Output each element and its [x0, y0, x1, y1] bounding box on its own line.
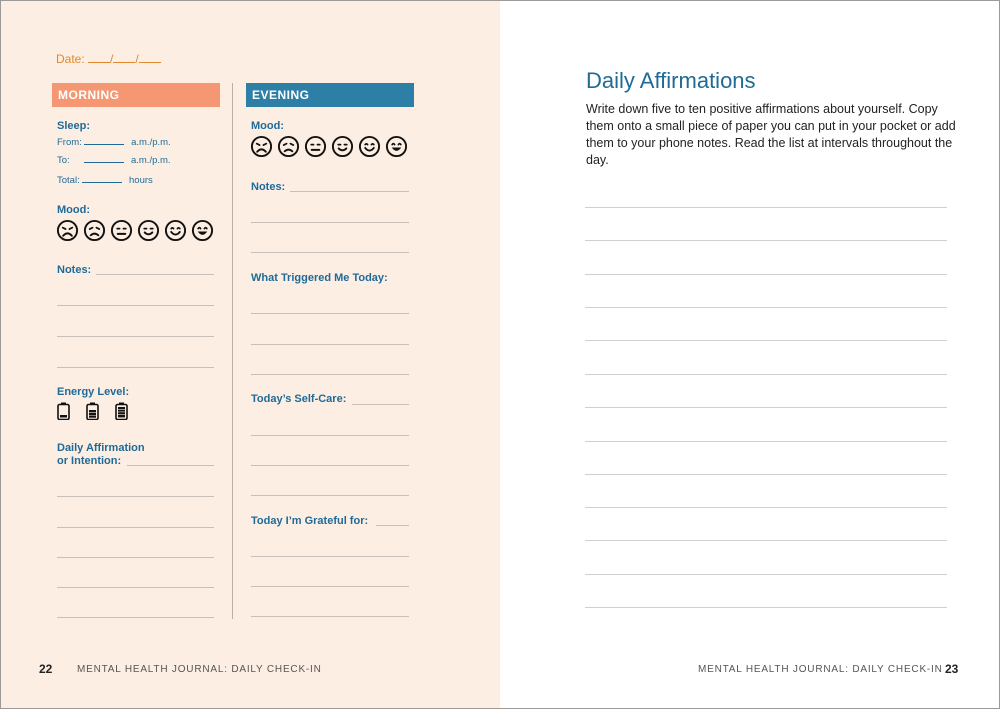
- right-page-number: 23: [945, 662, 959, 676]
- morning-notes-line[interactable]: [57, 336, 214, 337]
- daily-affirmations-instructions: Write down five to ten positive affirmations about yourself. Copy them onto a small piece of paper you can put in your pocket or add them to your phone notes. Read the list at intervals throughout the day.: [586, 102, 956, 167]
- left-running-footer: MENTAL HEALTH JOURNAL: DAILY CHECK-IN: [77, 664, 322, 675]
- sleep-to-row: [57, 154, 171, 166]
- triggered-line[interactable]: [251, 374, 409, 375]
- content-face-icon[interactable]: [331, 135, 354, 158]
- happy-face-icon[interactable]: [358, 135, 381, 158]
- evening-notes-line[interactable]: [251, 252, 409, 253]
- evening-mood-label: Mood:: [251, 120, 284, 132]
- self-care-label: Today’s Self-Care:: [251, 393, 347, 405]
- morning-mood-label: Mood:: [57, 204, 90, 216]
- self-care-line[interactable]: [251, 435, 409, 436]
- sleep-from-field[interactable]: [84, 136, 124, 145]
- evening-header: EVENING: [246, 83, 414, 107]
- affirmation-writing-line[interactable]: [585, 540, 947, 541]
- sleep-label: Sleep:: [57, 120, 91, 132]
- grateful-line[interactable]: [251, 616, 409, 617]
- self-care-line[interactable]: [251, 465, 409, 466]
- sleep-to-label: To:: [57, 155, 70, 166]
- affirmation-writing-line[interactable]: [585, 240, 947, 241]
- affirmation-writing-line[interactable]: [585, 207, 947, 208]
- affirmation-writing-line[interactable]: [585, 340, 947, 341]
- triggered-label: What Triggered Me Today:: [251, 272, 388, 284]
- energy-level-label: Energy Level:: [57, 386, 130, 398]
- self-care-line[interactable]: [251, 495, 409, 496]
- evening-notes-line[interactable]: [251, 222, 409, 223]
- affirmation-writing-line[interactable]: [585, 441, 947, 442]
- morning-notes-label: Notes:: [57, 264, 92, 276]
- affirmation-line[interactable]: [57, 587, 214, 588]
- happy-face-icon[interactable]: [164, 219, 187, 242]
- sleep-from-row: [57, 136, 171, 148]
- affirmation-writing-line[interactable]: [585, 507, 947, 508]
- sad-face-icon[interactable]: [83, 219, 106, 242]
- date-field[interactable]: [56, 52, 161, 66]
- grateful-line[interactable]: [376, 525, 409, 526]
- sleep-total-field[interactable]: [82, 174, 122, 183]
- affirmation-line[interactable]: [57, 557, 214, 558]
- affirmation-writing-line[interactable]: [585, 474, 947, 475]
- sleep-from-label: From:: [57, 137, 82, 148]
- evening-notes-line[interactable]: [290, 191, 409, 192]
- date-sep-2: /: [135, 52, 139, 66]
- triggered-line[interactable]: [251, 344, 409, 345]
- affirmation-writing-line[interactable]: [585, 374, 947, 375]
- daily-affirmations-title: Daily Affirmations: [586, 68, 756, 93]
- neutral-face-icon[interactable]: [304, 135, 327, 158]
- grateful-label: Today I’m Grateful for:: [251, 515, 369, 527]
- grateful-line[interactable]: [251, 586, 409, 587]
- affirmation-writing-line[interactable]: [585, 607, 947, 608]
- very-happy-face-icon[interactable]: [385, 135, 408, 158]
- triggered-line[interactable]: [251, 313, 409, 314]
- energy-level-batteries[interactable]: [57, 402, 128, 420]
- grateful-line[interactable]: [251, 556, 409, 557]
- sleep-to-ampm: a.m./p.m.: [130, 155, 171, 166]
- very-sad-face-icon[interactable]: [56, 219, 79, 242]
- sleep-to-field[interactable]: [84, 154, 124, 163]
- sleep-total-row: [57, 174, 153, 186]
- date-month-blank[interactable]: [88, 52, 110, 63]
- affirmation-line[interactable]: [127, 465, 214, 466]
- morning-mood-faces[interactable]: [56, 219, 214, 242]
- content-face-icon[interactable]: [137, 219, 160, 242]
- column-divider: [232, 83, 233, 619]
- affirmation-writing-line[interactable]: [585, 574, 947, 575]
- right-running-footer: MENTAL HEALTH JOURNAL: DAILY CHECK-IN: [698, 664, 943, 675]
- morning-notes-line[interactable]: [57, 305, 214, 306]
- affirmation-line[interactable]: [57, 527, 214, 528]
- self-care-line[interactable]: [352, 404, 409, 405]
- date-year-blank[interactable]: [139, 52, 161, 63]
- affirmation-writing-line[interactable]: [585, 274, 947, 275]
- affirmation-writing-line[interactable]: [585, 307, 947, 308]
- date-day-blank[interactable]: [113, 52, 135, 63]
- affirmation-line[interactable]: [57, 496, 214, 497]
- morning-notes-line[interactable]: [57, 367, 214, 368]
- affirmation-label-line2: or Intention:: [57, 455, 122, 467]
- affirmation-label-line1: Daily Affirmation: [57, 442, 145, 454]
- sad-face-icon[interactable]: [277, 135, 300, 158]
- affirmation-line[interactable]: [57, 617, 214, 618]
- affirmation-writing-line[interactable]: [585, 407, 947, 408]
- neutral-face-icon[interactable]: [110, 219, 133, 242]
- left-page-number: 22: [39, 662, 53, 676]
- evening-mood-faces[interactable]: [250, 135, 408, 158]
- sleep-from-ampm: a.m./p.m.: [131, 137, 171, 148]
- date-sep-1: /: [110, 52, 114, 66]
- sleep-hours-label: hours: [129, 175, 153, 186]
- morning-notes-line[interactable]: [96, 274, 214, 275]
- morning-header: MORNING: [52, 83, 220, 107]
- left-page: [1, 1, 500, 708]
- battery-low-icon[interactable]: [57, 402, 70, 420]
- evening-notes-label: Notes:: [251, 181, 286, 193]
- sleep-total-label: Total:: [57, 175, 80, 186]
- battery-medium-icon[interactable]: [86, 402, 99, 420]
- date-label: Date:: [56, 52, 85, 66]
- very-happy-face-icon[interactable]: [191, 219, 214, 242]
- battery-full-icon[interactable]: [115, 402, 128, 420]
- very-sad-face-icon[interactable]: [250, 135, 273, 158]
